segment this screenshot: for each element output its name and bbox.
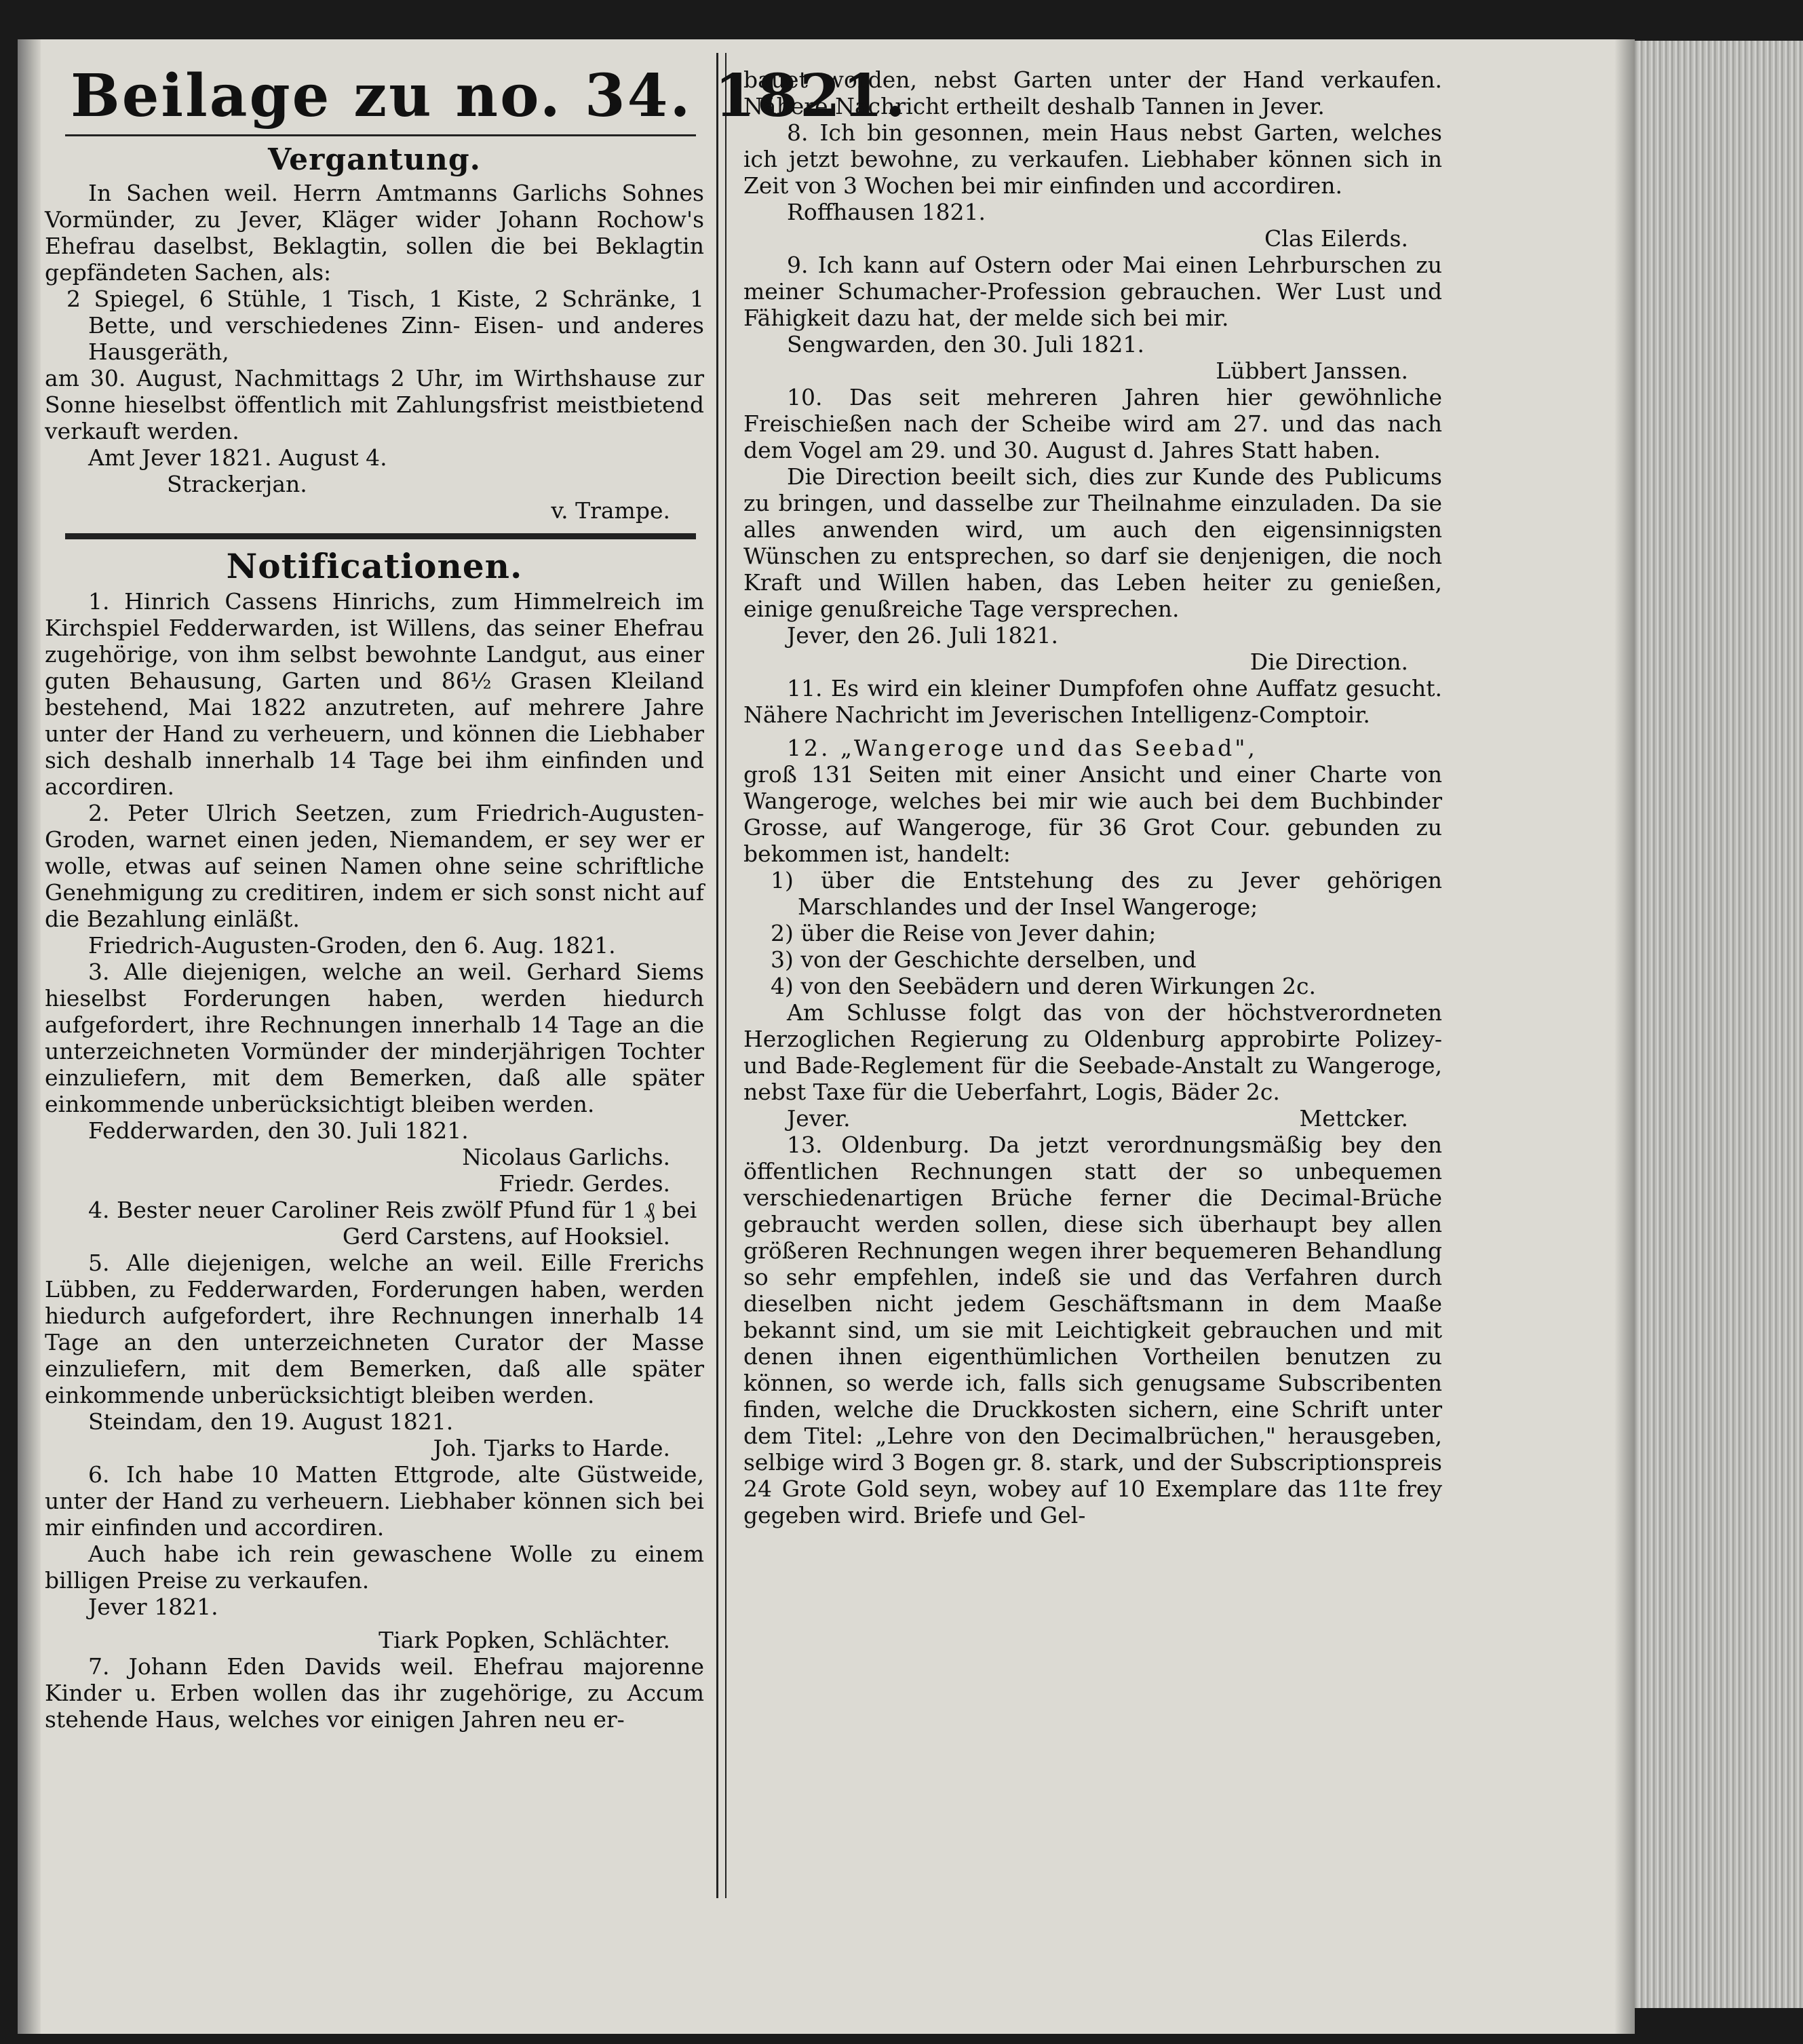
notice-12b: Am Schlusse folgt das von der höchstverordneten Herzoglichen Regierung zu Oldenburg approbirte Polizey- und Bade-Reglement für die Seebade-Anstalt zu Wangeroge, nebst Taxe für die Ueberfahrt, Logis, Bäder 2c.	[743, 999, 1442, 1105]
section-rule	[65, 533, 696, 539]
notice-12-place: Jever.	[787, 1105, 851, 1132]
notice-11: 11. Es wird ein kleiner Dumpfofen ohne Auffatz gesucht. Nähere Nachricht im Jeverischen Intelligenz-Comptoir.	[743, 675, 1442, 728]
binding-gutter	[18, 39, 41, 2034]
vergantung-items: 2 Spiegel, 6 Stühle, 1 Tisch, 1 Kiste, 2 Schränke, 1 Bette, und verschiedenes Zinn- Eisen- und anderes Hausgeräth,	[66, 286, 704, 365]
notice-13: 13. Oldenburg. Da jetzt verordnungsmäßig bey den öffentlichen Rechnungen statt der so unbequemen verschiedenartigen Brüche ferner die Decimal-Brüche gebraucht werden sollen, diese sich überhaupt bey allen größeren Rechnungen wegen ihrer bequemeren Behandlung so sehr empfehlen, indeß sie und das Verfahren durch dieselben nicht jedem Geschäftsmann in dem Maaße bekannt sind, um sie mit Leichtigkeit gebrauchen und mit denen ihnen eigenthümlichen Vortheilen benutzen zu können, so werde ich, falls sich genugsame Subscribenten finden, welche die Druckkosten sichern, eine Schrift unter dem Titel: „Lehre von den Decimalbrüchen," herausgeben, selbige wird 3 Bogen gr. 8. stark, und der Subscriptionspreis 24 Grote Gold seyn, wobey auf 10 Exemplare das 11te frey gegeben wird. Briefe und Gel-	[743, 1132, 1442, 1528]
notice-12-item-2: 2) über die Reise von Jever dahin;	[771, 920, 1157, 946]
notice-3-date: Fedderwarden, den 30. Juli 1821.	[88, 1117, 469, 1144]
notice-10-sig: Die Direction.	[1249, 649, 1408, 675]
vergantung-sig-2: v. Trampe.	[551, 497, 670, 524]
notice-8-date: Roffhausen 1821.	[787, 199, 986, 225]
masthead: Beilage zu no. 34. 1821.	[71, 62, 908, 130]
vergantung-sig-1: Strackerjan.	[167, 471, 307, 497]
notice-12-title: 12. „Wangeroge und das Seebad",	[787, 735, 1258, 761]
notice-1: 1. Hinrich Cassens Hinrichs, zum Himmelreich im Kirchspiel Fedderwarden, ist Willens, das seiner Ehefrau zugehörige, von ihm selbst bewohnte Landgut, aus einer guten Behausung, Garten und 86½ Grasen Kleiland bestehend, Mai 1822 anzutreten, auf mehrere Jahre unter der Hand zu verheuern, und können die Liebhaber sich deshalb innerhalb 14 Tage bei ihm einfinden und accordiren.	[45, 588, 704, 800]
page-edge-shadow	[1614, 39, 1635, 2034]
notice-4: 4. Bester neuer Caroliner Reis zwölf Pfund für 1 ₰ bei	[88, 1197, 697, 1223]
newspaper-page	[18, 39, 1625, 2034]
notice-5-date: Steindam, den 19. August 1821.	[88, 1408, 454, 1435]
right-column	[743, 39, 1442, 1528]
notice-12-sig: Mettcker.	[1299, 1105, 1408, 1132]
heading-vergantung: Vergantung.	[268, 142, 481, 177]
heading-notificationen: Notificationen.	[226, 546, 523, 586]
notice-6-date: Jever 1821.	[88, 1594, 218, 1620]
notice-12-item-4: 4) von den Seebädern und deren Wirkungen 2c.	[771, 973, 1317, 999]
notice-6b: Auch habe ich rein gewaschene Wolle zu einem billigen Preise zu verkaufen.	[45, 1541, 704, 1594]
notice-12-signoff	[743, 1105, 1442, 1132]
notice-5: 5. Alle diejenigen, welche an weil. Eille Frerichs Lübben, zu Fedderwarden, Forderungen haben, werden hiedurch aufgefordert, ihre Rechnungen innerhalb 14 Tage an den unterzeichneten Curator der Masse einzuliefern, mit dem Bemerken, daß alle später einkommende unberücksichtigt bleiben werden.	[45, 1250, 704, 1408]
notice-7-cont: bauet worden, nebst Garten unter der Hand verkaufen. Nähere Nachricht ertheilt deshalb Tannen in Jever.	[743, 66, 1442, 119]
column-divider	[716, 53, 726, 1898]
notice-7: 7. Johann Eden Davids weil. Ehefrau majorenne Kinder u. Erben wollen das ihr zugehörige, zu Accum stehende Haus, welches vor einigen Jahren neu er-	[45, 1653, 704, 1733]
vergantung-text-2: am 30. August, Nachmittags 2 Uhr, im Wirthshause zur Sonne hieselbst öffentlich mit Zahlungsfrist meistbietend verkauft werden.	[45, 365, 704, 444]
notice-12-item-1: 1) über die Entstehung des zu Jever gehörigen Marschlandes und der Insel Wangeroge;	[771, 867, 1442, 920]
notice-3: 3. Alle diejenigen, welche an weil. Gerhard Siems hieselbst Forderungen haben, werden hiedurch aufgefordert, ihre Rechnungen innerhalb 14 Tage an die unterzeichneten Vormünder der minderjährigen Tochter einzuliefern, mit dem Bemerken, daß alle später einkommende unberücksichtigt bleiben werden.	[45, 959, 704, 1117]
notice-9-sig: Lübbert Janssen.	[1216, 358, 1408, 384]
notice-10-date: Jever, den 26. Juli 1821.	[787, 622, 1058, 649]
notice-8-sig: Clas Eilerds.	[1264, 225, 1408, 252]
notice-2-date: Friedrich-Augusten-Groden, den 6. Aug. 1821.	[88, 932, 616, 959]
notice-10: 10. Das seit mehreren Jahren hier gewöhnliche Freischießen nach der Scheibe wird am 27. und das nach dem Vogel am 29. und 30. August d. Jahres Statt haben.	[743, 384, 1442, 463]
page-edge	[1625, 41, 1803, 2008]
vergantung-text-1: In Sachen weil. Herrn Amtmanns Garlichs Sohnes Vormünder, zu Jever, Kläger wider Johann Rochow's Ehefrau daselbst, Beklagtin, sollen die bei Beklagtin gepfändeten Sachen, als:	[45, 180, 704, 286]
notice-9-date: Sengwarden, den 30. Juli 1821.	[787, 331, 1145, 358]
notice-10b: Die Direction beeilt sich, dies zur Kunde des Publicums zu bringen, und dasselbe zur Theilnahme einzuladen. Da sie alles anwenden wird, um auch den eigensinnigsten Wünschen zu entsprechen, so darf sie denjenigen, die noch Kraft und Willen haben, das Leben heiter zu genießen, einige genußreiche Tage versprechen.	[743, 463, 1442, 622]
notice-6-sig: Tiark Popken, Schlächter.	[379, 1627, 670, 1653]
notice-6: 6. Ich habe 10 Matten Ettgrode, alte Güstweide, unter der Hand zu verheuern. Liebhaber können sich bei mir einfinden und accordiren.	[45, 1461, 704, 1541]
masthead-rule	[65, 134, 696, 136]
notice-3-sig-1: Nicolaus Garlichs.	[462, 1144, 670, 1170]
notice-8: 8. Ich bin gesonnen, mein Haus nebst Garten, welches ich jetzt bewohne, zu verkaufen. Liebhaber können sich in Zeit von 3 Wochen bei mir einfinden und accordiren.	[743, 119, 1442, 199]
notice-2: 2. Peter Ulrich Seetzen, zum Friedrich-Augusten-Groden, warnet einen jeden, Niemandem, er sey wer er wolle, etwas auf seinen Namen ohne seine schriftliche Genehmigung zu creditiren, indem er sich sonst nicht auf die Bezahlung einläßt.	[45, 800, 704, 932]
notice-4-sig: Gerd Carstens, auf Hooksiel.	[342, 1223, 670, 1250]
vergantung-date: Amt Jever 1821. August 4.	[88, 444, 387, 471]
notice-12-item-3: 3) von der Geschichte derselben, und	[771, 946, 1197, 973]
notice-9: 9. Ich kann auf Ostern oder Mai einen Lehrburschen zu meiner Schumacher-Profession gebrauchen. Wer Lust und Fähigkeit dazu hat, der melde sich bei mir.	[743, 252, 1442, 331]
notice-3-sig-2: Friedr. Gerdes.	[499, 1170, 670, 1197]
notice-5-sig: Joh. Tjarks to Harde.	[433, 1435, 670, 1461]
notice-12: groß 131 Seiten mit einer Ansicht und einer Charte von Wangeroge, welches bei mir wie auch bei dem Buchbinder Grosse, auf Wangeroge, für 36 Grot Cour. gebunden zu bekommen ist, handelt:	[743, 761, 1442, 867]
